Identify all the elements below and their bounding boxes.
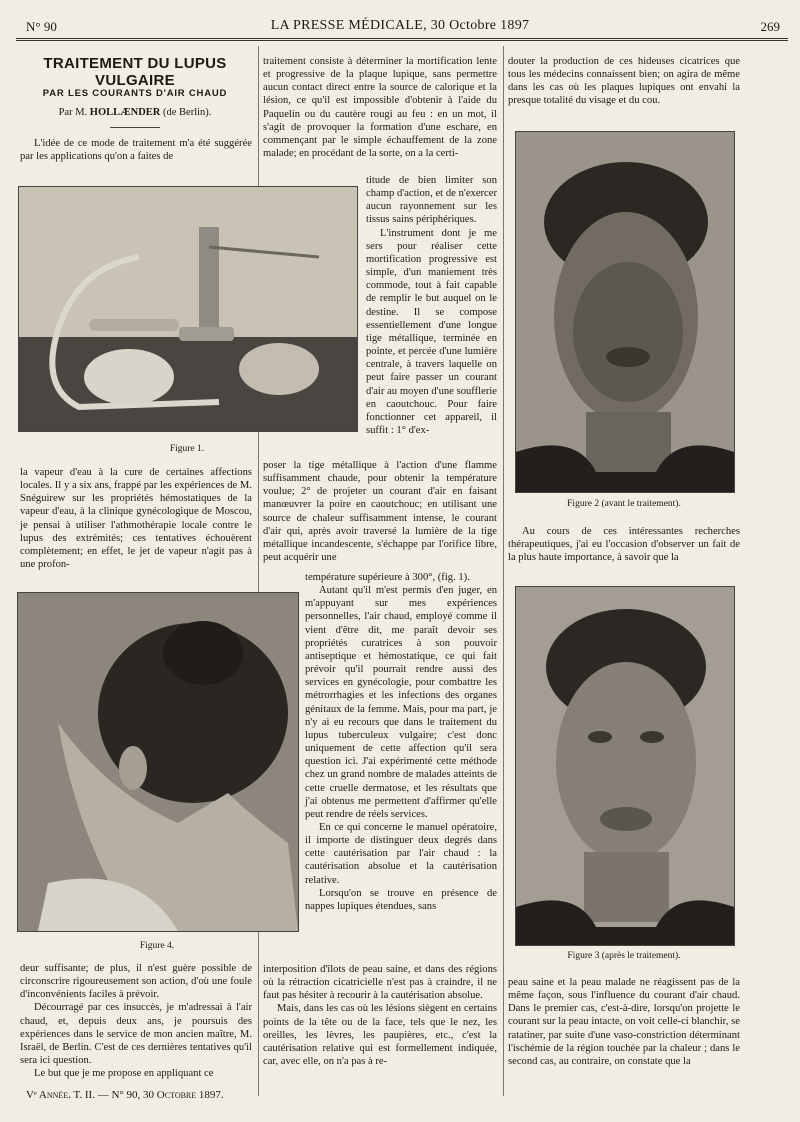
title-rule bbox=[110, 127, 160, 128]
page-number: 269 bbox=[760, 19, 780, 34]
figure-3-caption: Figure 3 (après le traitement). bbox=[567, 951, 681, 961]
column3-middle bbox=[508, 525, 740, 564]
column1-intro bbox=[20, 137, 252, 163]
paragraph: Lorsqu'on se trouve en présence de nappes lupiques étendues, sans bbox=[305, 887, 497, 912]
issue-number: N° 90 bbox=[26, 19, 57, 34]
article-title: TRAITEMENT DU LUPUS VULGAIRE bbox=[43, 55, 227, 89]
figure-1-photo bbox=[18, 186, 358, 432]
header-rule-thin bbox=[16, 40, 788, 41]
author-name: HOLLÆNDER bbox=[89, 107, 161, 118]
figure-2-caption: Figure 2 (avant le traitement). bbox=[567, 499, 681, 509]
column2-wide bbox=[263, 459, 497, 564]
paragraph: Au cours de ces intéressantes recherches thérapeutiques, j'ai eu l'occasion d'observer un fait de la plus haute importance, à savoir que la bbox=[508, 526, 740, 564]
column-separator bbox=[503, 46, 504, 1096]
column2-top bbox=[263, 55, 497, 160]
column1-middle bbox=[20, 466, 252, 571]
paragraph: poser la tige métallique à l'action d'une flamme suffisamment chaude, pour obtenir la température voulue; 2° de projeter un courant d'air en faisant manœuvrer la poire en caoutchouc; en utilisant une source de chaleur suffisamment intense, le courant d'air qui, après avoir traversé la lumière de la tige métallique incandescente, s'échappe par l'orifice libre, peut acquérir une bbox=[263, 460, 497, 564]
paragraph: peau saine et la peau malade ne réagissent pas de la même façon, sous l'influence du courant d'air chaud. Dans le premier cas, c'est-à-dire, lorsqu'on projette le courant sur la peau intacte, on voit celle-ci blanchir, se ratatiner, par suite d'une vaso-constriction déterminant l'ischémie de la région touchée par la chaleur ; dans le second cas, au contraire, on constate que la bbox=[508, 977, 740, 1067]
figure-4-photo bbox=[17, 592, 299, 932]
column2-bottom bbox=[263, 963, 497, 1068]
paragraph: interposition d'îlots de peau saine, et dans des régions où la rétraction cicatricielle n'est pas à craindre, il ne faut pas hésiter à recourir à la cautérisation absolue. bbox=[263, 964, 497, 1002]
paragraph: traitement consiste à déterminer la mortification lente et progressive de la plaque lupique, sans permettre aucun contact direct entre la source de calorique et la lésion, ce qu'il est impossible d'obtenir à l'aide du Paquelin ou du cautère rougi au feu : en un mot, il s'agit de provoquer la formation d'une eschare, en commençant par le simple échauffement de la zone malade; en procédant de la sorte, on a la certi- bbox=[263, 56, 497, 160]
paragraph: température supérieure à 300°, (fig. 1). bbox=[305, 572, 470, 583]
column2-narrow bbox=[366, 174, 497, 437]
article-byline bbox=[18, 107, 252, 118]
column1-bottom bbox=[20, 962, 252, 1080]
column3-bottom bbox=[508, 976, 740, 1068]
paragraph: titude de bien limiter son champ d'action, et de n'exercer aucun rayonnement sur les tissus sains périphériques. bbox=[366, 175, 497, 226]
column2-main bbox=[305, 571, 497, 913]
paragraph: Autant qu'il m'est permis d'en juger, en m'appuyant sur mes expériences personnelles, l'air chaud, employé comme il vient d'être dit, me paraît devoir ses propriétés curatrices à son pouvoir antiseptique et hémostatique, ce qui fait prévoir qu'il pourrait rendre aussi des services en gynécologie, pour combattre les métrorrhagies et les infections des organes génitaux de la femme. Mais, pour ma part, je n'y ai eu recours que dans le traitement du lupus tuberculeux vulgaire; c'est donc uniquement de cette affection qu'il sera question ici. J'ai expérimenté cette méthode chez un grand nombre de malades atteints de cette cruelle dermatose, et les résultats que j'ai obtenus me permettent d'affirmer qu'elle peut rendre de réels services. bbox=[305, 585, 497, 820]
paragraph: Mais, dans les cas où les lésions siègent en certains points de la tête ou de la face, tels que le nez, les oreilles, les lèvres, les paupières, etc., c'est la cautérisation relative qui est formellement indiquée, car, avec elle, on n'a pas à re- bbox=[263, 1003, 497, 1068]
byline-suffix: (de Berlin). bbox=[163, 107, 212, 118]
header-rule bbox=[16, 38, 788, 39]
figure-1-caption: Figure 1. bbox=[169, 444, 205, 454]
footer-imprint: Vᵉ Année. T. II. — N° 90, 30 Octobre 1897. bbox=[26, 1089, 224, 1101]
figure-2-photo bbox=[515, 131, 735, 493]
figure-3-photo bbox=[515, 586, 735, 946]
patient-face-before-illustration bbox=[516, 132, 734, 492]
article-subtitle: PAR LES COURANTS D'AIR CHAUD bbox=[42, 88, 228, 99]
paragraph: L'idée de ce mode de traitement m'a été suggérée par les applications qu'on a faites de bbox=[20, 138, 252, 163]
paragraph: Décourragé par ces insuccès, je m'adressai à l'air chaud, et, depuis deux ans, je poursuis des expériences dans le service de mon ancien maître, M. Israël, de Berlin. C'est de ces dernières tentatives qu'il sera ici question. bbox=[20, 1002, 252, 1067]
paragraph: Le but que je me propose en appliquant ce bbox=[34, 1068, 214, 1080]
figure-4-caption: Figure 4. bbox=[139, 941, 175, 951]
patient-back-illustration bbox=[18, 593, 298, 931]
paragraph: L'instrument dont je me sers pour réaliser cette mortification progressive est simple, d'un maniement très commode, tout à fait capable de remplir le but auquel on le destine. Il se compose essentiellement d'une longue tige métallique, terminée en pointe, et percée d'une lumière centrale, à travers laquelle on peut faire passer un courant d'air au moyen d'une soufflerie en caoutchouc. Pour faire fonctionner cet appareil, il suffit : 1° d'ex- bbox=[366, 227, 497, 436]
paragraph: En ce qui concerne le manuel opératoire, il importe de distinguer deux degrés dans cette cautérisation par l'air chaud : la cautérisation absolue et la cautérisation relative. bbox=[305, 821, 497, 886]
paragraph: deur suffisante; de plus, il n'est guère possible de circonscrire rigoureusement son action, d'où une foule d'inconvénients faciles à prévoir. bbox=[20, 963, 252, 1001]
patient-face-after-illustration bbox=[516, 587, 734, 945]
instrument-illustration bbox=[19, 187, 357, 431]
journal-header: LA PRESSE MÉDICALE, 30 Octobre 1897 bbox=[270, 18, 530, 33]
paragraph: la vapeur d'eau à la cure de certaines affections locales. Il y a six ans, frappé par les expériences de M. Snéguirew sur les propriétés hémostatiques de la vapeur d'eau, à la clinique gynécologique de Moscou, je pensai à utiliser l'athmothérapie locale contre le lupus des extrémités; ces tentatives échouèrent complètement; en effet, le jet de vapeur n'agit pas à une profon- bbox=[20, 467, 252, 571]
byline-prefix: Par M. bbox=[58, 107, 88, 118]
paragraph: douter la production de ces hideuses cicatrices que tous les médecins connaissent bien; on agira de même dans les cas où les plaques lupiques ont envahi la presque totalité du visage et du cou. bbox=[508, 56, 740, 107]
column3-top bbox=[508, 55, 740, 108]
